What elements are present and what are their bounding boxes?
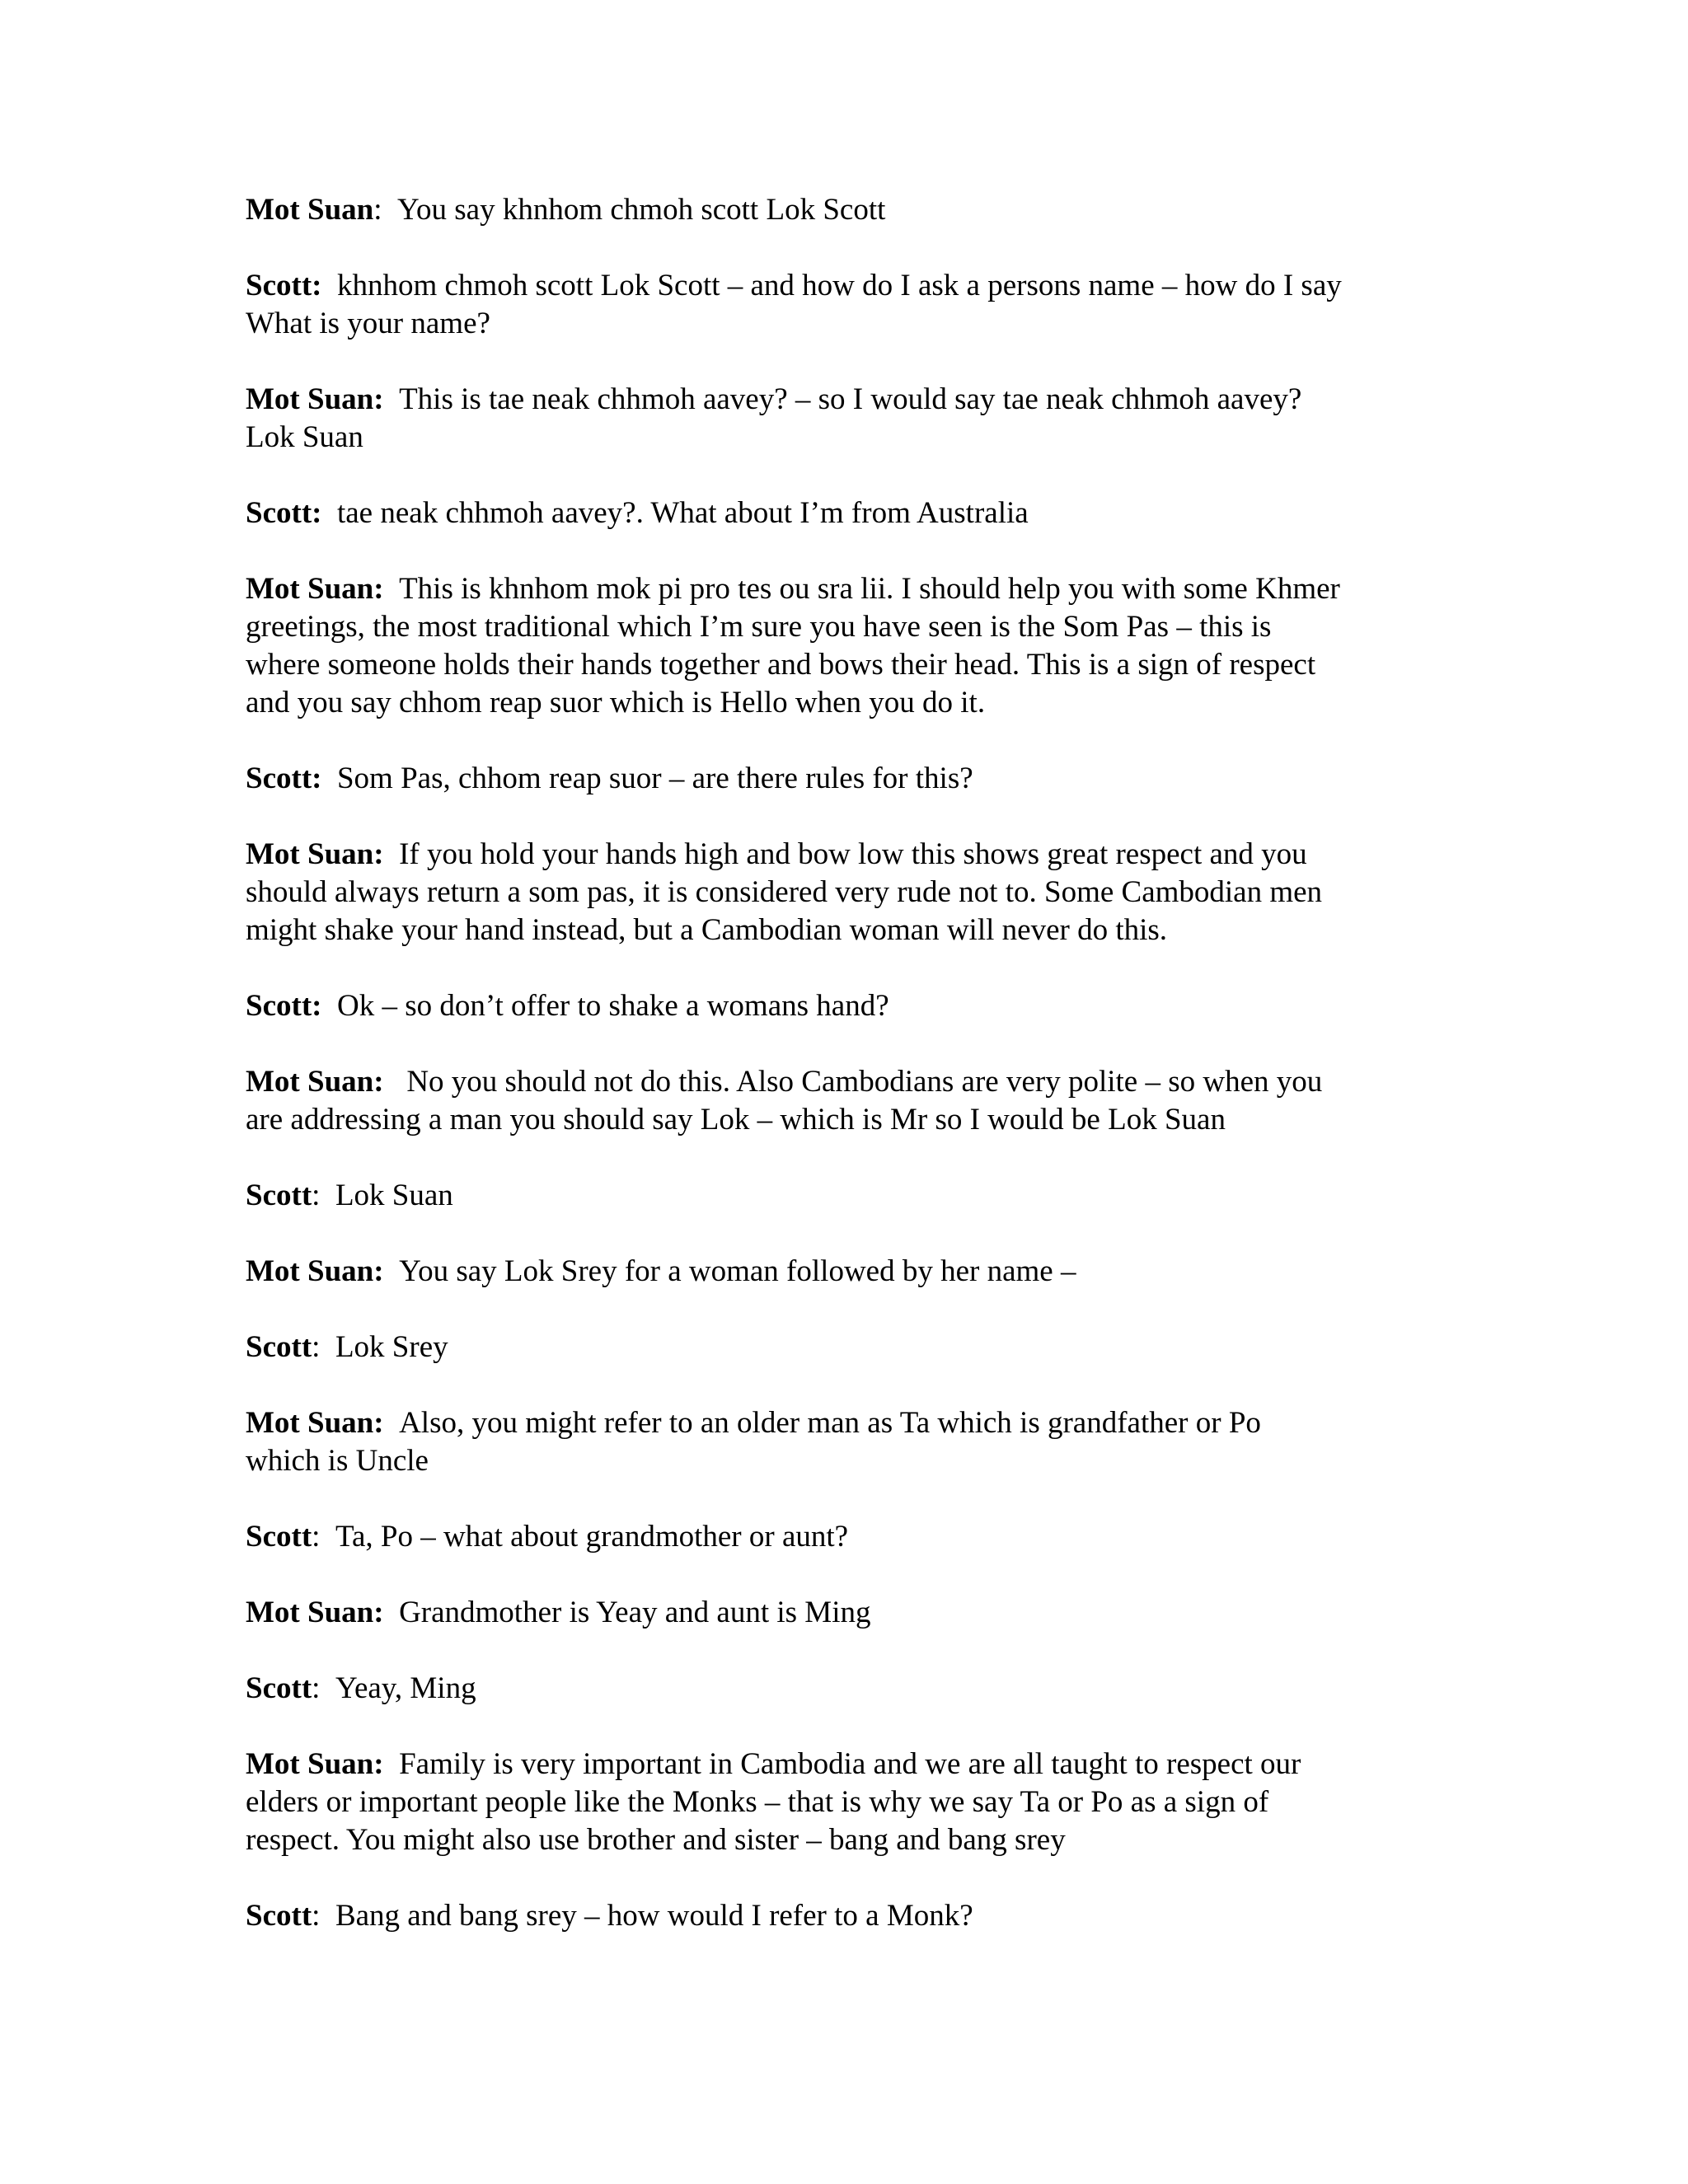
dialogue-line <box>246 760 1457 798</box>
utterance-text: greetings, the most traditional which I’m sure you have seen is the Som Pas – this is <box>246 610 1272 644</box>
dialogue-turn <box>246 1329 1457 1366</box>
dialogue-line <box>246 1101 1457 1139</box>
speaker-name: Mot Suan <box>246 1406 374 1440</box>
dialogue-line <box>246 987 1457 1025</box>
speaker-colon: : <box>373 1747 384 1781</box>
speaker-colon: : <box>373 837 384 871</box>
dialogue-line <box>246 1746 1457 1783</box>
dialogue-line <box>246 1518 1457 1556</box>
speaker-name: Scott <box>246 1520 312 1554</box>
dialogue-line <box>246 570 1457 608</box>
speaker-label <box>246 837 384 871</box>
utterance-text: This is tae neak chhmoh aavey? – so I would say tae neak chhmoh aavey? <box>399 382 1302 416</box>
speaker-name: Mot Suan <box>246 193 374 227</box>
dialogue-line <box>246 1063 1457 1101</box>
utterance-text: khnhom chmoh scott Lok Scott – and how do I ask a persons name – how do I say <box>336 269 1342 302</box>
speaker-label <box>246 496 321 530</box>
utterance-text: Lok Srey <box>335 1330 448 1364</box>
speaker-label <box>246 1179 320 1212</box>
speaker-label <box>246 1065 384 1099</box>
dialogue-line <box>246 1253 1457 1291</box>
utterance-text: Bang and bang srey – how would I refer to a Monk? <box>335 1899 973 1933</box>
speaker-colon: : <box>312 1330 321 1364</box>
dialogue-turn <box>246 570 1457 722</box>
utterance-text: Grandmother is Yeay and aunt is Ming <box>399 1596 871 1629</box>
utterance-text: You say khnhom chmoh scott Lok Scott <box>397 193 886 227</box>
dialogue-turn <box>246 760 1457 798</box>
speaker-label <box>246 1596 384 1629</box>
dialogue-line <box>246 1897 1457 1935</box>
dialogue-line <box>246 684 1457 722</box>
utterance-text: No you should not do this. Also Cambodians are very polite – so when you <box>399 1065 1323 1099</box>
dialogue-line <box>246 1670 1457 1708</box>
dialogue-turn <box>246 1594 1457 1632</box>
utterance-text: might shake your hand instead, but a Cambodian woman will never do this. <box>246 913 1168 947</box>
dialogue-turn <box>246 1177 1457 1215</box>
speaker-name: Scott <box>246 1330 312 1364</box>
speaker-colon: : <box>373 1406 384 1440</box>
dialogue-line <box>246 1404 1457 1442</box>
dialogue-line <box>246 646 1457 684</box>
speaker-name: Mot Suan <box>246 837 374 871</box>
utterance-text: This is khnhom mok pi pro tes ou sra lii. I should help you with some Khmer <box>399 572 1340 606</box>
speaker-label <box>246 269 321 302</box>
speaker-label <box>246 1899 320 1933</box>
dialogue-turn <box>246 987 1457 1025</box>
dialogue-line <box>246 1329 1457 1366</box>
speaker-name: Mot Suan <box>246 572 374 606</box>
speaker-label <box>246 1406 384 1440</box>
dialogue-line <box>246 1177 1457 1215</box>
speaker-name: Mot Suan <box>246 1065 374 1099</box>
dialogue-transcript <box>246 191 1457 1973</box>
speaker-label <box>246 1747 384 1781</box>
speaker-label <box>246 1330 320 1364</box>
dialogue-turn <box>246 191 1457 229</box>
utterance-text: tae neak chhmoh aavey?. What about I’m from Australia <box>336 496 1029 530</box>
speaker-colon: : <box>312 1671 321 1705</box>
dialogue-turn <box>246 1746 1457 1859</box>
speaker-label <box>246 382 384 416</box>
speaker-name: Scott <box>246 269 312 302</box>
dialogue-line <box>246 1594 1457 1632</box>
dialogue-turn <box>246 381 1457 457</box>
dialogue-line <box>246 494 1457 532</box>
speaker-name: Scott <box>246 762 312 795</box>
dialogue-turn <box>246 1063 1457 1139</box>
speaker-label <box>246 989 321 1023</box>
speaker-label <box>246 1520 320 1554</box>
speaker-colon: : <box>312 1899 321 1933</box>
speaker-name: Mot Suan <box>246 1747 374 1781</box>
dialogue-line <box>246 1783 1457 1821</box>
speaker-name: Mot Suan <box>246 382 374 416</box>
speaker-colon: : <box>312 1520 321 1554</box>
speaker-name: Scott <box>246 1179 312 1212</box>
speaker-colon: : <box>373 1254 384 1288</box>
dialogue-turn <box>246 1518 1457 1556</box>
utterance-text: Som Pas, chhom reap suor – are there rules for this? <box>336 762 973 795</box>
utterance-text: You say Lok Srey for a woman followed by her name – <box>399 1254 1076 1288</box>
speaker-colon: : <box>312 269 322 302</box>
speaker-label <box>246 1254 384 1288</box>
utterance-text: What is your name? <box>246 307 490 340</box>
dialogue-turn <box>246 1897 1457 1935</box>
utterance-text: elders or important people like the Monks – that is why we say Ta or Po as a sign of <box>246 1785 1269 1819</box>
dialogue-line <box>246 608 1457 646</box>
speaker-colon: : <box>312 1179 321 1212</box>
dialogue-turn <box>246 1404 1457 1480</box>
speaker-name: Scott <box>246 1899 312 1933</box>
speaker-name: Mot Suan <box>246 1254 374 1288</box>
speaker-label <box>246 193 382 227</box>
speaker-label <box>246 572 384 606</box>
speaker-colon: : <box>373 382 384 416</box>
utterance-text: Ta, Po – what about grandmother or aunt? <box>335 1520 849 1554</box>
speaker-label <box>246 1671 320 1705</box>
speaker-colon: : <box>312 989 322 1023</box>
utterance-text: Yeay, Ming <box>335 1671 476 1705</box>
speaker-name: Scott <box>246 496 312 530</box>
speaker-colon: : <box>373 193 382 227</box>
dialogue-line <box>246 305 1457 343</box>
utterance-text: where someone holds their hands together and bows their head. This is a sign of respect <box>246 648 1316 682</box>
utterance-text: which is Uncle <box>246 1444 429 1478</box>
utterance-text: Also, you might refer to an older man as Ta which is grandfather or Po <box>399 1406 1261 1440</box>
utterance-text: and you say chhom reap suor which is Hello when you do it. <box>246 686 986 719</box>
speaker-colon: : <box>312 496 322 530</box>
dialogue-line <box>246 912 1457 949</box>
dialogue-line <box>246 1821 1457 1859</box>
dialogue-line <box>246 836 1457 874</box>
utterance-text: Ok – so don’t offer to shake a womans hand? <box>336 989 889 1023</box>
utterance-text: Lok Suan <box>335 1179 453 1212</box>
speaker-label <box>246 762 321 795</box>
dialogue-line <box>246 419 1457 457</box>
utterance-text: Family is very important in Cambodia and we are all taught to respect our <box>399 1747 1301 1781</box>
utterance-text: respect. You might also use brother and sister – bang and bang srey <box>246 1823 1066 1857</box>
speaker-colon: : <box>312 762 322 795</box>
dialogue-turn <box>246 836 1457 949</box>
dialogue-line <box>246 1442 1457 1480</box>
dialogue-turn <box>246 1670 1457 1708</box>
speaker-name: Mot Suan <box>246 1596 374 1629</box>
dialogue-line <box>246 381 1457 419</box>
dialogue-line <box>246 191 1457 229</box>
speaker-name: Scott <box>246 989 312 1023</box>
dialogue-turn <box>246 1253 1457 1291</box>
dialogue-line <box>246 874 1457 912</box>
utterance-text: Lok Suan <box>246 420 363 454</box>
dialogue-turn <box>246 494 1457 532</box>
utterance-text: are addressing a man you should say Lok – which is Mr so I would be Lok Suan <box>246 1103 1226 1137</box>
speaker-colon: : <box>373 572 384 606</box>
speaker-colon: : <box>373 1065 384 1099</box>
speaker-name: Scott <box>246 1671 312 1705</box>
utterance-text: should always return a som pas, it is considered very rude not to. Some Cambodian men <box>246 875 1323 909</box>
dialogue-line <box>246 267 1457 305</box>
utterance-text: If you hold your hands high and bow low this shows great respect and you <box>399 837 1307 871</box>
dialogue-turn <box>246 267 1457 343</box>
speaker-colon: : <box>373 1596 384 1629</box>
